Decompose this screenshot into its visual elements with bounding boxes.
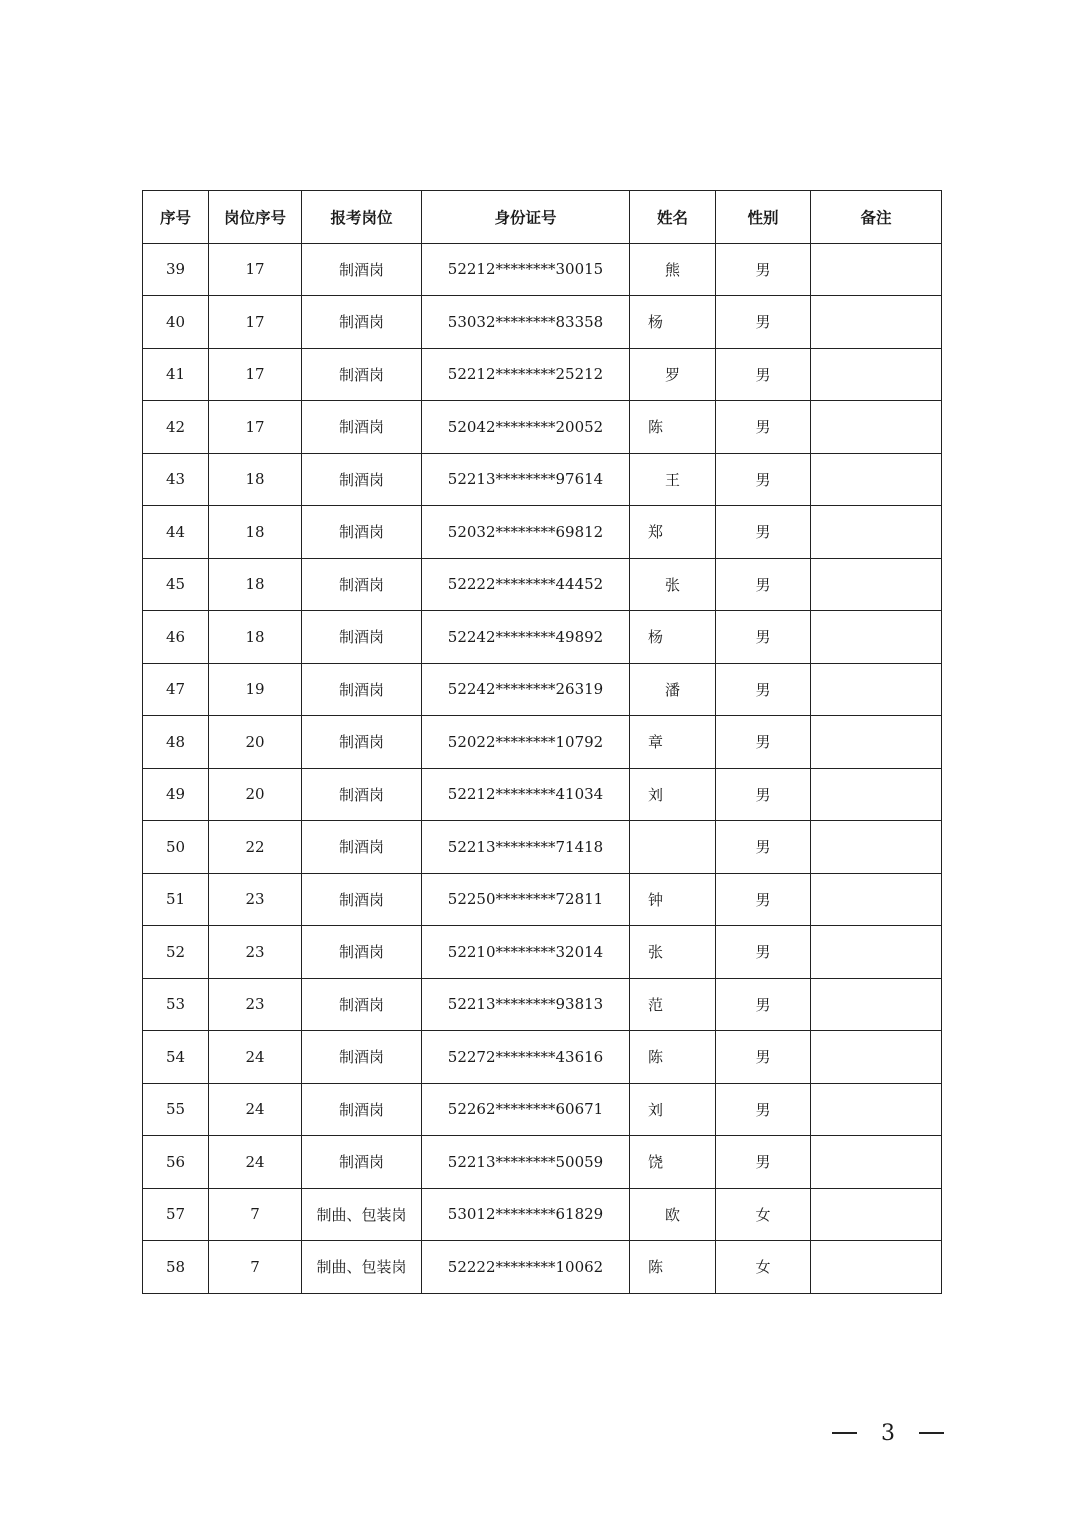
cell-name: 杨: [630, 296, 716, 349]
header-id-number: 身份证号: [422, 191, 630, 244]
cell-post-no: 17: [209, 401, 302, 454]
cell-note: [811, 1136, 942, 1189]
cell-id-number: 52242********26319: [422, 663, 630, 716]
cell-gender: 男: [716, 611, 811, 664]
cell-post-no: 22: [209, 821, 302, 874]
cell-post: 制酒岗: [302, 663, 422, 716]
table-row: [143, 1136, 942, 1189]
cell-post-no: 24: [209, 1083, 302, 1136]
cell-name: 杨: [630, 611, 716, 664]
cell-post-no: 23: [209, 873, 302, 926]
header-name: 姓名: [630, 191, 716, 244]
cell-post: 制酒岗: [302, 768, 422, 821]
cell-gender: 男: [716, 558, 811, 611]
cell-name: 潘: [630, 663, 716, 716]
cell-post: 制酒岗: [302, 1136, 422, 1189]
cell-name: 张: [630, 558, 716, 611]
table-row: [143, 873, 942, 926]
cell-gender: 男: [716, 1136, 811, 1189]
cell-name: 陈: [630, 1031, 716, 1084]
cell-name: 王: [630, 453, 716, 506]
cell-post: 制酒岗: [302, 821, 422, 874]
cell-post: 制酒岗: [302, 401, 422, 454]
cell-post-no: 7: [209, 1188, 302, 1241]
cell-id-number: 52213********97614: [422, 453, 630, 506]
cell-name: 陈: [630, 401, 716, 454]
cell-note: [811, 1241, 942, 1294]
header-gender: 性别: [716, 191, 811, 244]
cell-note: [811, 663, 942, 716]
cell-post-no: 7: [209, 1241, 302, 1294]
cell-post-no: 23: [209, 926, 302, 979]
cell-id-number: 52042********20052: [422, 401, 630, 454]
cell-id-number: 52222********44452: [422, 558, 630, 611]
cell-seq: 55: [143, 1083, 209, 1136]
cell-gender: 男: [716, 926, 811, 979]
header-post-no: 岗位序号: [209, 191, 302, 244]
cell-seq: 57: [143, 1188, 209, 1241]
cell-id-number: 52032********69812: [422, 506, 630, 559]
table-row: [143, 1241, 942, 1294]
cell-gender: 男: [716, 348, 811, 401]
cell-post-no: 20: [209, 716, 302, 769]
cell-post-no: 20: [209, 768, 302, 821]
cell-seq: 56: [143, 1136, 209, 1189]
cell-gender: 男: [716, 506, 811, 559]
cell-seq: 58: [143, 1241, 209, 1294]
cell-id-number: 52212********25212: [422, 348, 630, 401]
cell-post: 制酒岗: [302, 558, 422, 611]
cell-id-number: 52250********72811: [422, 873, 630, 926]
cell-post: 制酒岗: [302, 611, 422, 664]
cell-post: 制酒岗: [302, 716, 422, 769]
table-row: [143, 716, 942, 769]
cell-gender: 男: [716, 873, 811, 926]
cell-name: 饶: [630, 1136, 716, 1189]
cell-note: [811, 821, 942, 874]
cell-gender: 男: [716, 821, 811, 874]
cell-name: 刘: [630, 1083, 716, 1136]
cell-post-no: 17: [209, 348, 302, 401]
cell-note: [811, 1188, 942, 1241]
table-row: [143, 926, 942, 979]
cell-id-number: 52222********10062: [422, 1241, 630, 1294]
cell-id-number: 52210********32014: [422, 926, 630, 979]
cell-seq: 44: [143, 506, 209, 559]
cell-post: 制酒岗: [302, 1031, 422, 1084]
cell-gender: 男: [716, 978, 811, 1031]
cell-note: [811, 611, 942, 664]
cell-post-no: 23: [209, 978, 302, 1031]
cell-gender: 女: [716, 1188, 811, 1241]
cell-name: 钟: [630, 873, 716, 926]
cell-note: [811, 1031, 942, 1084]
cell-id-number: 53012********61829: [422, 1188, 630, 1241]
table-header-row: [143, 191, 942, 244]
cell-name: 欧: [630, 1188, 716, 1241]
cell-name: 罗: [630, 348, 716, 401]
cell-gender: 男: [716, 716, 811, 769]
cell-note: [811, 401, 942, 454]
cell-seq: 50: [143, 821, 209, 874]
table-row: [143, 768, 942, 821]
cell-gender: 男: [716, 768, 811, 821]
cell-post-no: 24: [209, 1031, 302, 1084]
table-row: [143, 1083, 942, 1136]
cell-name: 章: [630, 716, 716, 769]
cell-seq: 43: [143, 453, 209, 506]
cell-seq: 49: [143, 768, 209, 821]
header-post: 报考岗位: [302, 191, 422, 244]
cell-seq: 39: [143, 243, 209, 296]
cell-post: 制曲、包装岗: [302, 1241, 422, 1294]
right-dash: [919, 1432, 944, 1434]
header-note: 备注: [811, 191, 942, 244]
cell-name: 刘: [630, 768, 716, 821]
cell-id-number: 52272********43616: [422, 1031, 630, 1084]
cell-seq: 40: [143, 296, 209, 349]
table-row: [143, 821, 942, 874]
cell-post: 制酒岗: [302, 926, 422, 979]
page-footer: [832, 1415, 944, 1451]
cell-name: [630, 821, 716, 874]
cell-name: 范: [630, 978, 716, 1031]
cell-post-no: 18: [209, 558, 302, 611]
cell-post-no: 17: [209, 243, 302, 296]
cell-id-number: 52262********60671: [422, 1083, 630, 1136]
cell-note: [811, 558, 942, 611]
table-row: [143, 1188, 942, 1241]
cell-id-number: 52213********93813: [422, 978, 630, 1031]
cell-name: 陈: [630, 1241, 716, 1294]
cell-gender: 男: [716, 401, 811, 454]
cell-post: 制酒岗: [302, 243, 422, 296]
cell-seq: 46: [143, 611, 209, 664]
cell-post-no: 18: [209, 611, 302, 664]
table-body: [143, 243, 942, 1293]
table-row: [143, 243, 942, 296]
cell-post: 制酒岗: [302, 978, 422, 1031]
header-seq: 序号: [143, 191, 209, 244]
table-row: [143, 1031, 942, 1084]
cell-post-no: 17: [209, 296, 302, 349]
cell-seq: 53: [143, 978, 209, 1031]
cell-note: [811, 873, 942, 926]
cell-name: 张: [630, 926, 716, 979]
cell-note: [811, 978, 942, 1031]
cell-name: 郑: [630, 506, 716, 559]
cell-post-no: 18: [209, 453, 302, 506]
table-row: [143, 348, 942, 401]
table-row: [143, 558, 942, 611]
cell-seq: 41: [143, 348, 209, 401]
cell-post: 制酒岗: [302, 506, 422, 559]
cell-post: 制酒岗: [302, 453, 422, 506]
cell-gender: 男: [716, 1083, 811, 1136]
cell-post: 制曲、包装岗: [302, 1188, 422, 1241]
cell-id-number: 52212********41034: [422, 768, 630, 821]
table-row: [143, 506, 942, 559]
cell-note: [811, 296, 942, 349]
cell-gender: 男: [716, 296, 811, 349]
cell-gender: 女: [716, 1241, 811, 1294]
cell-note: [811, 348, 942, 401]
cell-note: [811, 768, 942, 821]
cell-post: 制酒岗: [302, 1083, 422, 1136]
cell-id-number: 53032********83358: [422, 296, 630, 349]
left-dash: [832, 1432, 857, 1434]
table-row: [143, 663, 942, 716]
cell-name: 熊: [630, 243, 716, 296]
cell-post: 制酒岗: [302, 873, 422, 926]
cell-note: [811, 243, 942, 296]
cell-post-no: 24: [209, 1136, 302, 1189]
cell-post: 制酒岗: [302, 348, 422, 401]
cell-id-number: 52242********49892: [422, 611, 630, 664]
cell-id-number: 52213********50059: [422, 1136, 630, 1189]
cell-gender: 男: [716, 1031, 811, 1084]
cell-post: 制酒岗: [302, 296, 422, 349]
candidate-table: [142, 190, 942, 1294]
table-row: [143, 296, 942, 349]
cell-gender: 男: [716, 243, 811, 296]
table-row: [143, 611, 942, 664]
cell-seq: 54: [143, 1031, 209, 1084]
cell-note: [811, 1083, 942, 1136]
cell-post-no: 18: [209, 506, 302, 559]
page-number: 3: [881, 1420, 895, 1446]
cell-id-number: 52022********10792: [422, 716, 630, 769]
cell-id-number: 52212********30015: [422, 243, 630, 296]
cell-seq: 52: [143, 926, 209, 979]
cell-seq: 42: [143, 401, 209, 454]
cell-note: [811, 453, 942, 506]
cell-note: [811, 506, 942, 559]
cell-note: [811, 926, 942, 979]
cell-gender: 男: [716, 663, 811, 716]
table-row: [143, 453, 942, 506]
table-row: [143, 978, 942, 1031]
cell-gender: 男: [716, 453, 811, 506]
cell-seq: 47: [143, 663, 209, 716]
table-row: [143, 401, 942, 454]
cell-seq: 51: [143, 873, 209, 926]
cell-id-number: 52213********71418: [422, 821, 630, 874]
cell-seq: 48: [143, 716, 209, 769]
cell-seq: 45: [143, 558, 209, 611]
cell-note: [811, 716, 942, 769]
cell-post-no: 19: [209, 663, 302, 716]
